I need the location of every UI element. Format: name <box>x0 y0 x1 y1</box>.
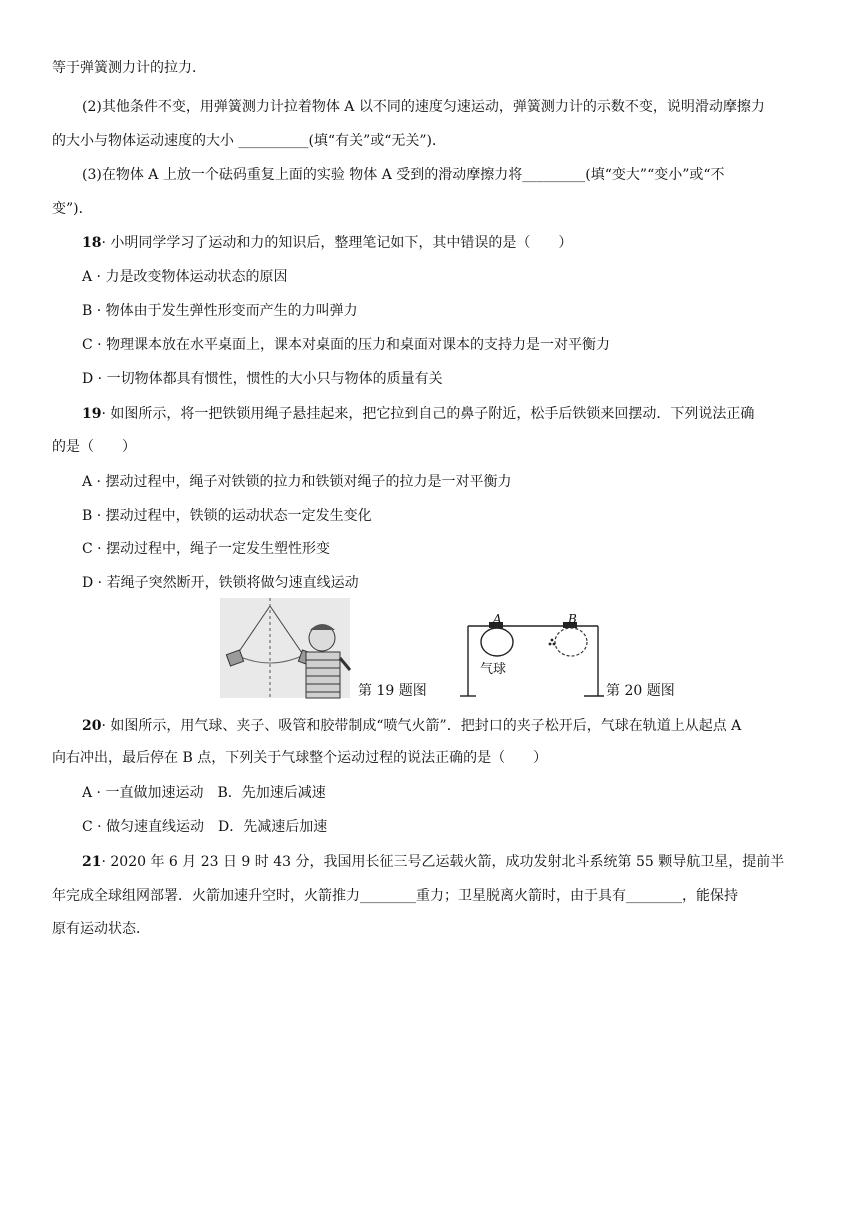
question-21-line-2: 年完成全球组网部署．火箭加速升空时，火箭推力________重力；卫星脱离火箭时，由于具有________，能保持 <box>52 888 738 904</box>
question-19-stem-cont: 的是（ ） <box>52 439 136 455</box>
question-19-option-b: B · 摆动过程中，铁锁的运动状态一定发生变化 <box>82 508 372 524</box>
question-number: 18 <box>82 235 102 251</box>
question-number: 21 <box>82 854 102 870</box>
question-18-option-c: C · 物理课本放在水平桌面上，课本对桌面的压力和桌面对课本的支持力是一对平衡力 <box>82 337 611 353</box>
question-21-line-3: 原有运动状态． <box>52 921 150 937</box>
question-19-option-d: D · 若绳子突然断开，铁锁将做匀速直线运动 <box>82 575 359 591</box>
question-text: · 如图所示，用气球、夹子、吸管和胶带制成“喷气火箭”．把封口的夹子松开后，气球在轨道上从起点 A <box>101 718 742 734</box>
figure-20-balloon-label: 气球 <box>480 662 507 677</box>
question-20-stem-cont: 向右冲出，最后停在 B 点，下列关于气球整个运动过程的说法正确的是（ ） <box>52 750 548 766</box>
question-20-options-cd: C · 做匀速直线运动 D．先减速后加速 <box>82 819 328 835</box>
question-text: · 如图所示，将一把铁锁用绳子悬挂起来，把它拉到自己的鼻子附近，松手后铁锁来回摆动．下列说法正确 <box>101 406 755 422</box>
question-18-option-d: D · 一切物体都具有惯性，惯性的大小只与物体的质量有关 <box>82 371 443 387</box>
question-number: 20 <box>82 718 102 734</box>
question-19-option-a: A · 摆动过程中，绳子对铁锁的拉力和铁锁对绳子的拉力是一对平衡力 <box>82 474 512 490</box>
question-18-option-a: A · 力是改变物体运动状态的原因 <box>82 269 288 285</box>
text-line: 的大小与物体运动速度的大小 __________(填“有关”或“无关”)． <box>52 133 447 149</box>
figure-19-caption: 第 19 题图 <box>358 683 427 699</box>
figure-19-illustration <box>220 598 350 698</box>
figure-20-illustration <box>460 596 606 700</box>
question-21-stem <box>82 852 784 872</box>
figure-20-label-a: A <box>493 612 502 626</box>
question-18-stem <box>82 233 572 253</box>
question-text: · 2020 年 6 月 23 日 9 时 43 分，我国用长征三号乙运载火箭，成功发射北斗系统第 55 颗导航卫星，提前半 <box>101 854 785 870</box>
question-text: · 小明同学学习了运动和力的知识后，整理笔记如下，其中错误的是（ ） <box>101 235 573 251</box>
text-line: (3)在物体 A 上放一个砝码重复上面的实验 物体 A 受到的滑动摩擦力将_________(填“变大”“变小”或“不 <box>82 167 725 183</box>
text-line: 变”)． <box>52 201 93 217</box>
figures-row <box>0 596 860 702</box>
text-line: 等于弹簧测力计的拉力． <box>52 60 206 76</box>
figure-20-label-b: B <box>568 612 577 626</box>
question-19-option-c: C · 摆动过程中，绳子一定发生塑性形变 <box>82 541 331 557</box>
question-19-stem <box>82 404 754 424</box>
text-line: (2)其他条件不变，用弹簧测力计拉着物体 A 以不同的速度匀速运动，弹簧测力计的示数不变，说明滑动摩擦力 <box>82 99 765 115</box>
question-number: 19 <box>82 406 102 422</box>
question-18-option-b: B · 物体由于发生弹性形变而产生的力叫弹力 <box>82 303 358 319</box>
question-20-stem <box>82 716 741 736</box>
figure-20-caption: 第 20 题图 <box>606 683 675 699</box>
question-20-options-ab: A · 一直做加速运动 B．先加速后减速 <box>82 785 326 801</box>
